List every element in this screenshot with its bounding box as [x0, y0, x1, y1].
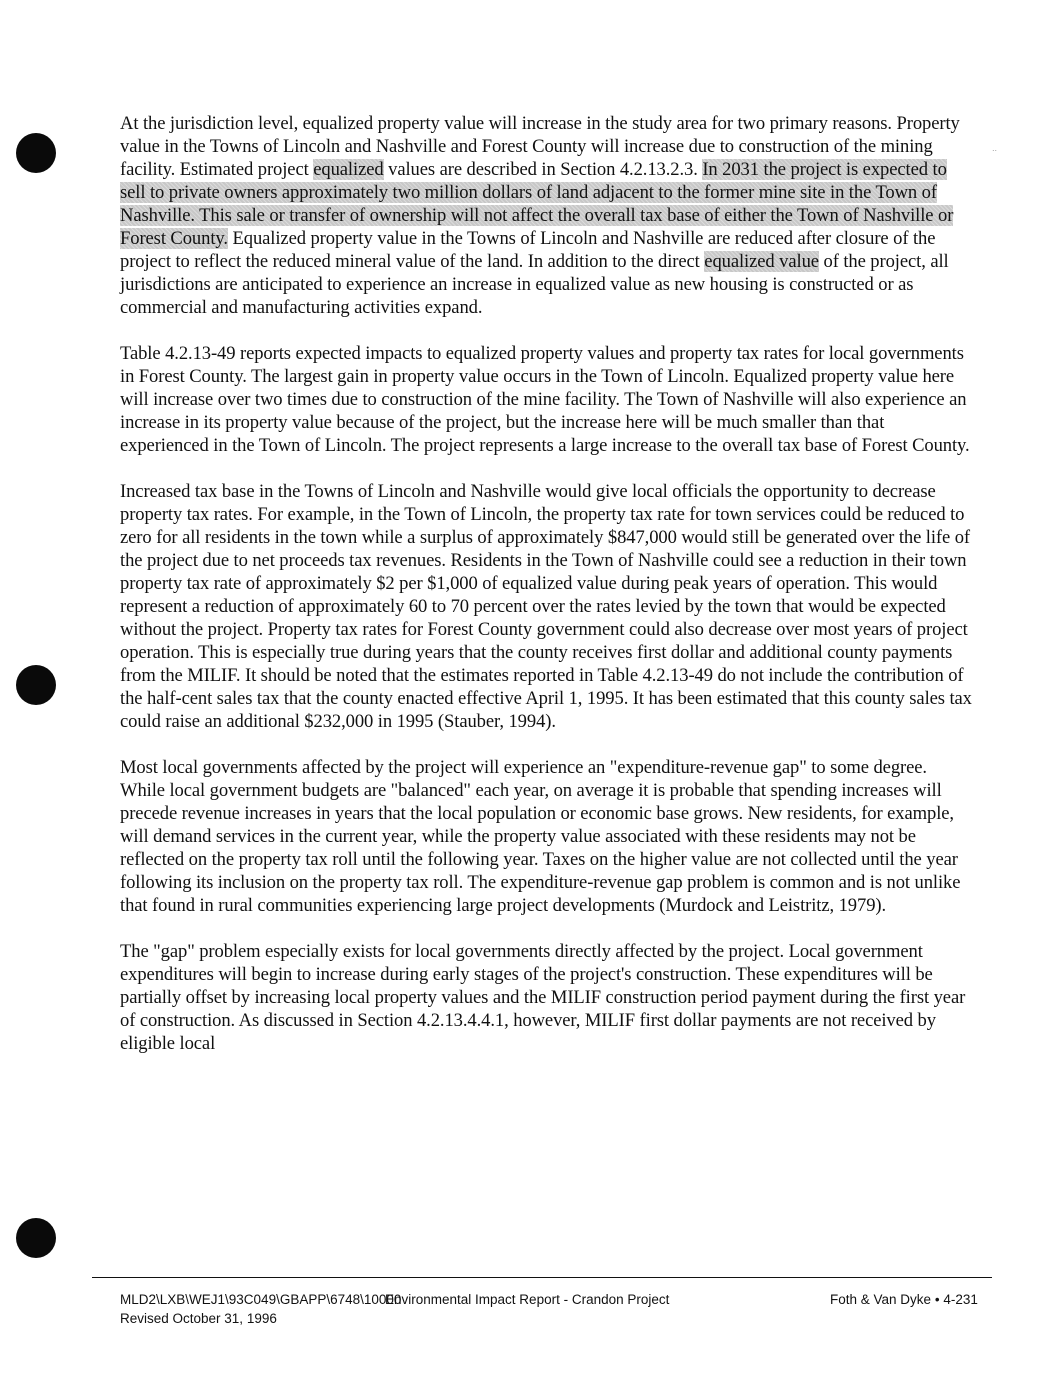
text-segment: Table 4.2.13-49 reports expected impacts to equalized property values and property tax rates for local governments in Forest County. The largest gain in property value occurs in the Town of Lincoln. Equalized property value here will increase over two times due to construction of the mine facility. The Town of Nashville will also experience an increase in its property value because of the project, but the increase here will be much smaller than that experienced in the Town of Lincoln. The project represents a large increase to the overall tax base of Forest County. — [120, 343, 970, 456]
paragraph-tax-base — [120, 480, 972, 733]
footer-page-info — [830, 1290, 978, 1309]
binder-hole-3 — [16, 1218, 56, 1258]
highlighted-text: In 2031 the project is expected to sell to private owners approximately two million dollars of land adjacent to the former mine site in the Town of Nashville. This sale or transfer of ownership will not affect the overall tax base of either the Town of Nashville or Forest County. — [120, 159, 954, 249]
paragraph-equalized-value — [120, 112, 972, 319]
text-segment: At the jurisdiction level, equalized property value will increase in the study area for two primary reasons. Property value in the Towns of Lincoln and Nashville and Forest County will increase due to construction of the mining facility. Estimated project — [120, 113, 960, 180]
page-number: 4-231 — [943, 1292, 978, 1307]
body-text — [120, 112, 972, 1078]
binder-hole-2 — [16, 665, 56, 705]
text-segment: Most local governments affected by the project will experience an "expenditure-revenue gap" to some degree. While local government budgets are "balanced" each year, on average it is probable that spending increases will precede revenue increases in years that the local population or economic base grows. New residents, for example, will demand services in the current year, while the property value associated with these residents may not be reflected on the property tax roll until the following year. Taxes on the higher value are not collected until the year following its inclusion on the property tax roll. The expenditure-revenue gap problem is common and is not unlike that found in rural communities experiencing large project developments (Murdock and Leistritz, 1979). — [120, 757, 961, 916]
text-segment: The "gap" problem especially exists for local governments directly affected by the project. Local government expenditures will begin to increase during early stages of the project's construction. These expenditures will be partially offset by increasing local property values and the MILIF construction period payment during the first year of construction. As discussed in Section 4.2.13.4.4.1, however, MILIF first dollar payments are not received by eligible local — [120, 941, 966, 1054]
paragraph-table-impacts — [120, 342, 972, 457]
text-segment: values are described in Section 4.2.13.2.3. — [383, 159, 703, 180]
scan-speck: .. — [992, 144, 998, 153]
text-segment: Increased tax base in the Towns of Lincoln and Nashville would give local officials the opportunity to decrease property tax rates. For example, in the Town of Lincoln, the property tax rate for town services could be reduced to zero for all residents in the town while a surplus of approximately $847,000 would still be generated over the life of the project due to net proceeds tax revenues. Residents in the Town of Nashville could see a reduction in their town property tax rate of approximately $2 per $1,000 of equalized value during peak years of operation. This would represent a reduction of approximately 60 to 70 percent over the rates levied by the town that would be expected without the project. Property tax rates for Forest County government could also decrease over most years of project operation. This is especially true during years that the county receives first dollar and additional county payments from the MILIF. It should be noted that the estimates reported in Table 4.2.13-49 do not include the contribution of the half-cent sales tax that the county enacted effective April 1, 1995. It has been estimated that this county sales tax could raise an additional $232,000 in 1995 (Stauber, 1994). — [120, 481, 972, 732]
footer-file-info — [120, 1290, 401, 1328]
footer-revised-date: Revised October 31, 1996 — [120, 1311, 277, 1326]
highlighted-text: equalized value — [704, 251, 819, 272]
footer-file-path: MLD2\LXB\WEJ1\93C049\GBAPP\6748\10000 — [120, 1292, 402, 1307]
text-segment: of the project, all jurisdictions are anticipated to experience an increase in equalized value as new housing is constructed or as commercial and manufacturing activities expand. — [120, 251, 949, 318]
text-segment: Equalized property value in the Towns of Lincoln and Nashville are reduced after closure of the project to reflect the reduced mineral value of the land. In addition to the direct — [120, 228, 936, 272]
footer-bullet: • — [934, 1292, 940, 1307]
paragraph-expenditure-gap — [120, 756, 972, 917]
binder-hole-1 — [16, 133, 56, 173]
footer-firm: Foth & Van Dyke — [830, 1292, 932, 1307]
highlighted-text: equalized — [313, 159, 384, 180]
footer-report-title: Environmental Impact Report - Crandon Project — [385, 1292, 670, 1307]
paragraph-gap-problem — [120, 940, 972, 1055]
footer-rule — [92, 1277, 992, 1278]
